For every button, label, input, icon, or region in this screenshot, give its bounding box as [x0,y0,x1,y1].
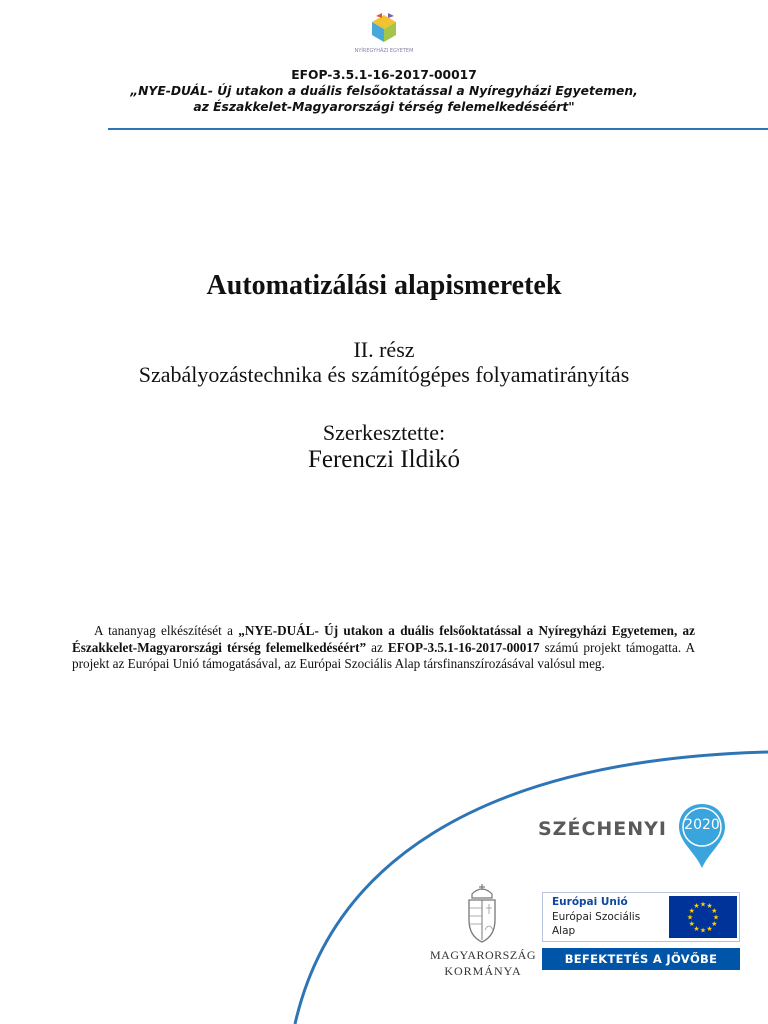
eu-banner: BEFEKTETÉS A JÖVŐBE [542,948,740,970]
eu-line2: Európai Szociális [552,911,641,923]
page-header [0,0,768,140]
eu-line3: Alap [552,925,576,937]
eu-star-icon: ★ [706,924,713,933]
eu-star-icon: ★ [688,920,695,928]
project-title-line2: az Északkelet-Magyarországi térség felemelkedéséért" [193,100,575,114]
szechenyi-text: SZÉCHENYI [538,818,667,840]
government-line2: KORMÁNYA [444,964,522,978]
project-code: EFOP-3.5.1-16-2017-00017 [291,68,477,82]
support-project-title: „NYE-DUÁL- Új utakon a duális felsőoktatással a Nyíregyházi Egyetemen, az Északkelet-Magyarországi térség felemelkedéséért” [72,623,696,655]
eu-star-icon: ★ [693,924,700,933]
support-text-5: számú projekt támogatta. A projekt az Európai Unió támogatásával, az Európai Szociális Alap társfinanszírozásával valósul meg. [72,639,695,672]
szechenyi-2020-logo [538,814,738,874]
nyiregyhazi-egyetem-logo-icon [354,12,414,66]
logo-text: NYÍREGYHÁZI EGYETEM [354,48,414,54]
szechenyi-year: 2020 [684,817,720,833]
document-part: II. rész [353,337,415,362]
eu-star-icon: ★ [711,907,718,915]
project-title-line1: „NYE-DUÁL- Új utakon a duális felsőoktatással a Nyíregyházi Egyetemen, [130,84,638,98]
szechenyi-2020-pin-icon [677,802,727,870]
editor-name: Ferenczi Ildikó [307,446,461,473]
support-text-3: az [366,639,388,655]
document-title: Automatizálási alapismeretek [206,270,562,301]
eu-esf-logo [542,892,740,972]
support-project-code: EFOP-3.5.1-16-2017-00017 [387,639,540,655]
editor-label: Szerkesztette: [322,420,446,445]
support-text-1: A tananyag elkészítését a [94,623,239,639]
government-logo [428,882,538,982]
eu-star-icon: ★ [688,907,695,915]
eu-star-icon: ★ [699,926,707,935]
eu-flag-icon [669,896,737,938]
eu-star-icon: ★ [706,902,713,911]
header-rule [108,128,768,130]
eu-star-icon: ★ [699,900,707,909]
eu-star-icon: ★ [712,913,720,922]
eu-line1: Európai Unió [552,896,628,908]
support-paragraph [72,623,695,673]
hungarian-coat-of-arms-icon [464,882,500,944]
government-line1: MAGYARORSZÁG [429,948,536,962]
eu-star-icon: ★ [711,920,718,928]
eu-box [542,892,740,942]
document-subtitle: Szabályozástechnika és számítógépes folyamatirányítás [138,362,630,387]
eu-star-icon: ★ [693,902,700,911]
eu-star-icon: ★ [686,913,694,922]
